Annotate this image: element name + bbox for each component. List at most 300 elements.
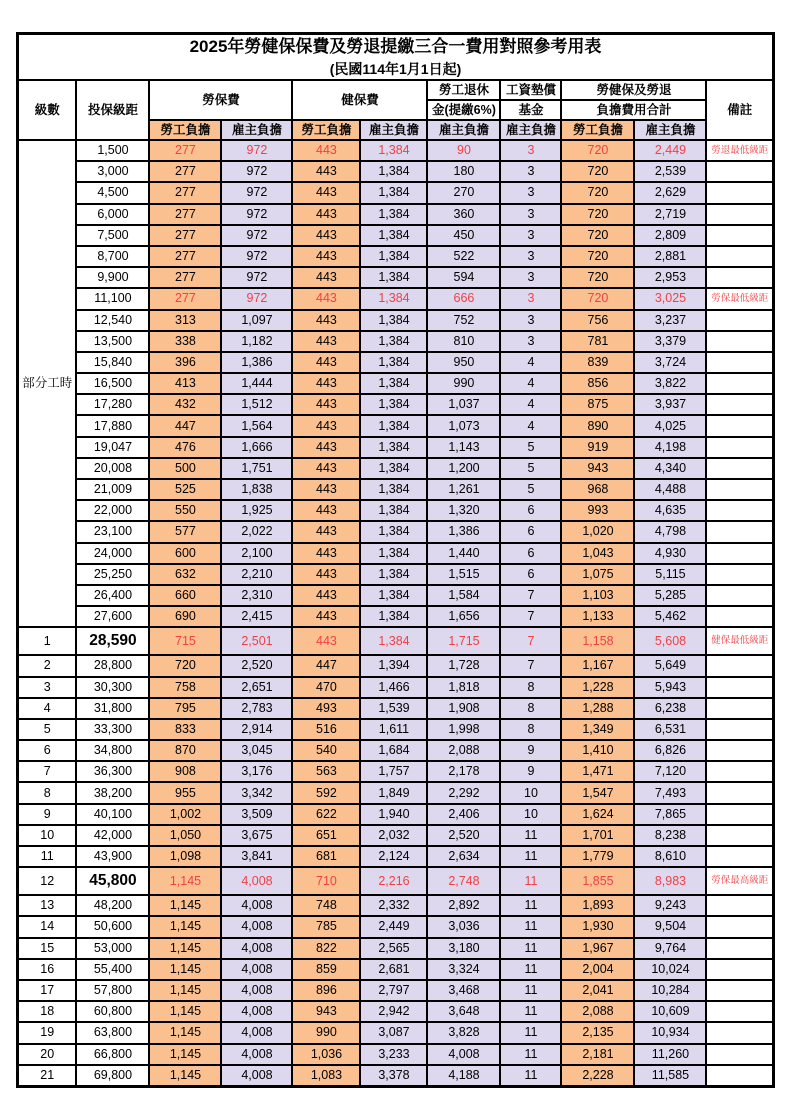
cell-labor-employer: 972 (221, 267, 292, 288)
subheader-health-employer: 雇主負擔 (360, 120, 427, 140)
cell-total-employee: 720 (561, 161, 634, 182)
cell-labor-employer: 972 (221, 204, 292, 225)
table-row (17, 719, 773, 740)
cell-labor-employee: 660 (149, 585, 221, 606)
table-row (17, 437, 773, 458)
cell-remark (706, 415, 773, 436)
cell-health-employee: 681 (292, 846, 360, 867)
cell-health-employer: 1,384 (360, 246, 427, 267)
cell-wage-fund-employer: 7 (500, 606, 561, 627)
cell-labor-employer: 1,751 (221, 458, 292, 479)
title-row (17, 34, 773, 81)
cell-labor-employee: 833 (149, 719, 221, 740)
cell-health-employer: 2,942 (360, 1001, 427, 1022)
subheader-health-employee: 勞工負擔 (292, 120, 360, 140)
cell-total-employer: 2,881 (634, 246, 706, 267)
cell-remark (706, 500, 773, 521)
cell-wage-fund-employer: 6 (500, 564, 561, 585)
table-row (17, 161, 773, 182)
cell-total-employee: 781 (561, 331, 634, 352)
cell-total-employer: 8,983 (634, 867, 706, 895)
cell-labor-employer: 2,501 (221, 627, 292, 655)
cell-level: 21 (17, 1065, 76, 1087)
table-row (17, 331, 773, 352)
cell-labor-employee: 720 (149, 655, 221, 676)
col-header-bracket: 投保級距 (76, 80, 149, 140)
cell-health-employer: 2,032 (360, 825, 427, 846)
cell-labor-employee: 277 (149, 182, 221, 203)
cell-labor-employee: 396 (149, 352, 221, 373)
cell-total-employee: 720 (561, 267, 634, 288)
cell-remark (706, 916, 773, 937)
cell-wage-fund-employer: 5 (500, 479, 561, 500)
cell-total-employer: 3,025 (634, 288, 706, 309)
cell-health-employee: 990 (292, 1022, 360, 1043)
cell-health-employee: 443 (292, 373, 360, 394)
cell-labor-employee: 338 (149, 331, 221, 352)
cell-labor-employer: 2,651 (221, 677, 292, 698)
cell-remark (706, 394, 773, 415)
cell-total-employee: 1,410 (561, 740, 634, 761)
cell-labor-employee: 1,145 (149, 895, 221, 916)
cell-total-employee: 2,228 (561, 1065, 634, 1087)
cell-labor-employee: 870 (149, 740, 221, 761)
col-header-pension-line2: 金(提繳6%) (427, 100, 500, 120)
cell-level: 2 (17, 655, 76, 676)
cell-health-employee: 443 (292, 331, 360, 352)
cell-level: 11 (17, 846, 76, 867)
cell-wage-fund-employer: 11 (500, 1022, 561, 1043)
cell-bracket: 33,300 (76, 719, 149, 740)
cell-total-employee: 1,167 (561, 655, 634, 676)
table-row (17, 204, 773, 225)
cell-pension-employer: 3,468 (427, 980, 500, 1001)
col-header-wage-fund-line2: 基金 (500, 100, 561, 120)
cell-health-employer: 1,940 (360, 804, 427, 825)
cell-labor-employer: 972 (221, 246, 292, 267)
cell-remark (706, 310, 773, 331)
cell-health-employee: 443 (292, 394, 360, 415)
cell-level: 16 (17, 959, 76, 980)
cell-remark (706, 246, 773, 267)
cell-labor-employee: 908 (149, 761, 221, 782)
cell-labor-employee: 277 (149, 246, 221, 267)
table-row (17, 267, 773, 288)
cell-wage-fund-employer: 11 (500, 1001, 561, 1022)
cell-labor-employee: 277 (149, 204, 221, 225)
cell-pension-employer: 522 (427, 246, 500, 267)
cell-labor-employee: 1,002 (149, 804, 221, 825)
cell-wage-fund-employer: 4 (500, 352, 561, 373)
cell-bracket: 16,500 (76, 373, 149, 394)
fee-reference-table (16, 32, 775, 1088)
cell-pension-employer: 3,648 (427, 1001, 500, 1022)
cell-health-employer: 1,384 (360, 267, 427, 288)
table-row (17, 938, 773, 959)
cell-health-employee: 1,083 (292, 1065, 360, 1087)
cell-labor-employee: 432 (149, 394, 221, 415)
subheader-labor-employee: 勞工負擔 (149, 120, 221, 140)
cell-labor-employee: 1,050 (149, 825, 221, 846)
table-row (17, 846, 773, 867)
cell-health-employee: 443 (292, 352, 360, 373)
cell-total-employer: 6,238 (634, 698, 706, 719)
cell-bracket: 1,500 (76, 140, 149, 161)
cell-wage-fund-employer: 4 (500, 373, 561, 394)
cell-health-employer: 3,378 (360, 1065, 427, 1087)
cell-labor-employer: 2,210 (221, 564, 292, 585)
table-row (17, 585, 773, 606)
cell-wage-fund-employer: 7 (500, 655, 561, 676)
cell-health-employer: 1,384 (360, 521, 427, 542)
cell-labor-employer: 1,838 (221, 479, 292, 500)
cell-labor-employer: 3,342 (221, 782, 292, 803)
cell-bracket: 17,880 (76, 415, 149, 436)
cell-pension-employer: 594 (427, 267, 500, 288)
cell-bracket: 25,250 (76, 564, 149, 585)
cell-health-employer: 1,611 (360, 719, 427, 740)
cell-bracket: 69,800 (76, 1065, 149, 1087)
cell-wage-fund-employer: 6 (500, 500, 561, 521)
cell-labor-employer: 2,783 (221, 698, 292, 719)
cell-bracket: 53,000 (76, 938, 149, 959)
cell-pension-employer: 1,143 (427, 437, 500, 458)
cell-total-employer: 3,937 (634, 394, 706, 415)
cell-total-employee: 919 (561, 437, 634, 458)
cell-total-employer: 2,539 (634, 161, 706, 182)
cell-total-employer: 6,531 (634, 719, 706, 740)
cell-labor-employer: 3,509 (221, 804, 292, 825)
subheader-total-employer: 雇主負擔 (634, 120, 706, 140)
cell-total-employer: 8,238 (634, 825, 706, 846)
table-row (17, 825, 773, 846)
cell-health-employee: 443 (292, 500, 360, 521)
cell-total-employer: 4,798 (634, 521, 706, 542)
cell-pension-employer: 752 (427, 310, 500, 331)
page-title: 2025年勞健保保費及勞退提繳三合一費用對照參考用表 (189, 37, 602, 56)
cell-total-employee: 875 (561, 394, 634, 415)
cell-health-employee: 443 (292, 437, 360, 458)
cell-total-employee: 720 (561, 182, 634, 203)
cell-bracket: 66,800 (76, 1044, 149, 1065)
cell-bracket: 22,000 (76, 500, 149, 521)
table-row (17, 1022, 773, 1043)
cell-health-employee: 443 (292, 267, 360, 288)
cell-labor-employee: 1,145 (149, 1022, 221, 1043)
cell-remark (706, 479, 773, 500)
cell-pension-employer: 270 (427, 182, 500, 203)
table-row (17, 415, 773, 436)
cell-wage-fund-employer: 7 (500, 585, 561, 606)
cell-health-employee: 516 (292, 719, 360, 740)
cell-health-employer: 1,384 (360, 479, 427, 500)
cell-wage-fund-employer: 3 (500, 225, 561, 246)
cell-health-employer: 1,384 (360, 352, 427, 373)
cell-total-employee: 1,043 (561, 543, 634, 564)
cell-pension-employer: 360 (427, 204, 500, 225)
cell-remark (706, 373, 773, 394)
cell-total-employee: 839 (561, 352, 634, 373)
cell-wage-fund-employer: 4 (500, 415, 561, 436)
cell-health-employee: 748 (292, 895, 360, 916)
cell-health-employer: 2,681 (360, 959, 427, 980)
cell-pension-employer: 3,036 (427, 916, 500, 937)
col-header-labor-fee: 勞保費 (149, 80, 292, 120)
cell-level: 15 (17, 938, 76, 959)
cell-total-employee: 2,135 (561, 1022, 634, 1043)
cell-labor-employee: 1,098 (149, 846, 221, 867)
cell-level: 4 (17, 698, 76, 719)
cell-remark: 健保最低級距 (706, 627, 773, 655)
cell-total-employee: 756 (561, 310, 634, 331)
cell-bracket: 60,800 (76, 1001, 149, 1022)
cell-total-employee: 1,930 (561, 916, 634, 937)
cell-health-employer: 1,384 (360, 288, 427, 309)
cell-labor-employee: 313 (149, 310, 221, 331)
cell-health-employee: 443 (292, 288, 360, 309)
cell-health-employee: 563 (292, 761, 360, 782)
cell-total-employer: 5,608 (634, 627, 706, 655)
cell-labor-employee: 413 (149, 373, 221, 394)
cell-pension-employer: 1,515 (427, 564, 500, 585)
table-row (17, 627, 773, 655)
cell-bracket: 24,000 (76, 543, 149, 564)
cell-labor-employer: 4,008 (221, 867, 292, 895)
table-row (17, 521, 773, 542)
cell-health-employee: 443 (292, 606, 360, 627)
cell-total-employer: 5,285 (634, 585, 706, 606)
cell-labor-employee: 1,145 (149, 938, 221, 959)
cell-labor-employee: 277 (149, 288, 221, 309)
cell-level: 8 (17, 782, 76, 803)
cell-health-employer: 1,384 (360, 161, 427, 182)
cell-remark (706, 1001, 773, 1022)
cell-remark (706, 804, 773, 825)
cell-remark (706, 458, 773, 479)
subheader-pension-employer: 雇主負擔 (427, 120, 500, 140)
cell-wage-fund-employer: 11 (500, 938, 561, 959)
table-row (17, 606, 773, 627)
cell-health-employee: 540 (292, 740, 360, 761)
cell-total-employer: 7,865 (634, 804, 706, 825)
col-header-total-line2: 負擔費用合計 (561, 100, 706, 120)
cell-total-employer: 2,719 (634, 204, 706, 225)
cell-labor-employee: 1,145 (149, 1001, 221, 1022)
cell-total-employer: 3,724 (634, 352, 706, 373)
cell-labor-employer: 2,022 (221, 521, 292, 542)
cell-bracket: 20,008 (76, 458, 149, 479)
cell-total-employee: 1,075 (561, 564, 634, 585)
cell-wage-fund-employer: 8 (500, 698, 561, 719)
cell-total-employer: 3,379 (634, 331, 706, 352)
cell-labor-employee: 277 (149, 267, 221, 288)
cell-pension-employer: 180 (427, 161, 500, 182)
cell-labor-employer: 1,182 (221, 331, 292, 352)
cell-remark (706, 677, 773, 698)
cell-bracket: 19,047 (76, 437, 149, 458)
cell-remark (706, 182, 773, 203)
cell-bracket: 48,200 (76, 895, 149, 916)
cell-bracket: 50,600 (76, 916, 149, 937)
cell-health-employee: 822 (292, 938, 360, 959)
cell-total-employer: 9,764 (634, 938, 706, 959)
col-header-wage-fund-line1: 工資墊償 (500, 80, 561, 100)
cell-health-employer: 1,849 (360, 782, 427, 803)
cell-pension-employer: 450 (427, 225, 500, 246)
cell-wage-fund-employer: 11 (500, 825, 561, 846)
cell-wage-fund-employer: 4 (500, 394, 561, 415)
cell-labor-employer: 972 (221, 140, 292, 161)
cell-health-employee: 443 (292, 543, 360, 564)
cell-level: 1 (17, 627, 76, 655)
table-row (17, 655, 773, 676)
cell-remark (706, 980, 773, 1001)
cell-pension-employer: 3,828 (427, 1022, 500, 1043)
table-row (17, 782, 773, 803)
table-row (17, 288, 773, 309)
cell-labor-employer: 972 (221, 182, 292, 203)
cell-pension-employer: 4,008 (427, 1044, 500, 1065)
cell-total-employer: 5,943 (634, 677, 706, 698)
cell-total-employee: 1,855 (561, 867, 634, 895)
cell-total-employer: 2,449 (634, 140, 706, 161)
cell-bracket: 9,900 (76, 267, 149, 288)
cell-level: 3 (17, 677, 76, 698)
cell-wage-fund-employer: 11 (500, 959, 561, 980)
cell-remark (706, 1065, 773, 1087)
cell-health-employee: 859 (292, 959, 360, 980)
cell-total-employer: 4,488 (634, 479, 706, 500)
cell-labor-employer: 2,415 (221, 606, 292, 627)
cell-bracket: 6,000 (76, 204, 149, 225)
cell-labor-employee: 715 (149, 627, 221, 655)
cell-level: 18 (17, 1001, 76, 1022)
cell-health-employer: 1,384 (360, 437, 427, 458)
cell-remark (706, 761, 773, 782)
cell-labor-employer: 4,008 (221, 938, 292, 959)
cell-wage-fund-employer: 11 (500, 1065, 561, 1087)
cell-total-employer: 2,629 (634, 182, 706, 203)
cell-health-employer: 2,332 (360, 895, 427, 916)
cell-pension-employer: 990 (427, 373, 500, 394)
table-row (17, 1044, 773, 1065)
cell-health-employee: 443 (292, 246, 360, 267)
cell-bracket: 31,800 (76, 698, 149, 719)
cell-labor-employer: 3,841 (221, 846, 292, 867)
cell-health-employer: 2,216 (360, 867, 427, 895)
cell-health-employer: 1,384 (360, 394, 427, 415)
table-row (17, 140, 773, 161)
cell-labor-employee: 577 (149, 521, 221, 542)
cell-health-employer: 1,384 (360, 373, 427, 394)
cell-pension-employer: 2,292 (427, 782, 500, 803)
cell-labor-employer: 972 (221, 225, 292, 246)
cell-total-employer: 4,635 (634, 500, 706, 521)
cell-total-employer: 7,493 (634, 782, 706, 803)
cell-health-employee: 443 (292, 182, 360, 203)
cell-health-employee: 943 (292, 1001, 360, 1022)
cell-wage-fund-employer: 6 (500, 521, 561, 542)
cell-remark (706, 331, 773, 352)
cell-total-employer: 8,610 (634, 846, 706, 867)
cell-total-employer: 9,504 (634, 916, 706, 937)
cell-pension-employer: 2,892 (427, 895, 500, 916)
cell-remark (706, 698, 773, 719)
cell-health-employer: 1,384 (360, 585, 427, 606)
cell-remark (706, 352, 773, 373)
cell-wage-fund-employer: 6 (500, 543, 561, 564)
cell-health-employee: 443 (292, 521, 360, 542)
cell-total-employer: 4,198 (634, 437, 706, 458)
cell-pension-employer: 1,073 (427, 415, 500, 436)
cell-wage-fund-employer: 3 (500, 161, 561, 182)
table-row (17, 895, 773, 916)
cell-labor-employer: 4,008 (221, 1065, 292, 1087)
cell-pension-employer: 1,656 (427, 606, 500, 627)
cell-health-employer: 1,384 (360, 627, 427, 655)
cell-total-employer: 5,462 (634, 606, 706, 627)
cell-bracket: 26,400 (76, 585, 149, 606)
subheader-total-employee: 勞工負擔 (561, 120, 634, 140)
cell-total-employee: 1,228 (561, 677, 634, 698)
cell-labor-employee: 1,145 (149, 980, 221, 1001)
cell-level-part-time: 部分工時 (17, 140, 76, 627)
cell-level: 7 (17, 761, 76, 782)
cell-bracket: 57,800 (76, 980, 149, 1001)
cell-total-employee: 1,020 (561, 521, 634, 542)
cell-total-employee: 968 (561, 479, 634, 500)
cell-health-employee: 592 (292, 782, 360, 803)
cell-total-employee: 720 (561, 204, 634, 225)
cell-health-employer: 1,384 (360, 500, 427, 521)
cell-total-employer: 5,649 (634, 655, 706, 676)
cell-bracket: 15,840 (76, 352, 149, 373)
col-header-total-line1: 勞健保及勞退 (561, 80, 706, 100)
cell-labor-employer: 3,675 (221, 825, 292, 846)
cell-wage-fund-employer: 3 (500, 267, 561, 288)
cell-health-employer: 1,539 (360, 698, 427, 719)
cell-bracket: 43,900 (76, 846, 149, 867)
cell-total-employee: 1,288 (561, 698, 634, 719)
cell-total-employer: 11,585 (634, 1065, 706, 1087)
cell-labor-employer: 1,386 (221, 352, 292, 373)
cell-remark (706, 1022, 773, 1043)
cell-labor-employer: 4,008 (221, 959, 292, 980)
cell-level: 20 (17, 1044, 76, 1065)
table-row (17, 182, 773, 203)
cell-remark (706, 825, 773, 846)
cell-pension-employer: 2,634 (427, 846, 500, 867)
cell-wage-fund-employer: 3 (500, 204, 561, 225)
cell-total-employee: 2,088 (561, 1001, 634, 1022)
cell-labor-employee: 476 (149, 437, 221, 458)
cell-labor-employer: 1,512 (221, 394, 292, 415)
cell-bracket: 3,000 (76, 161, 149, 182)
cell-labor-employee: 277 (149, 140, 221, 161)
cell-health-employer: 1,384 (360, 564, 427, 585)
header-row-1 (17, 80, 773, 100)
cell-bracket: 36,300 (76, 761, 149, 782)
cell-pension-employer: 1,728 (427, 655, 500, 676)
cell-level: 5 (17, 719, 76, 740)
cell-health-employee: 1,036 (292, 1044, 360, 1065)
cell-pension-employer: 2,748 (427, 867, 500, 895)
cell-remark (706, 564, 773, 585)
cell-health-employer: 2,797 (360, 980, 427, 1001)
cell-bracket: 63,800 (76, 1022, 149, 1043)
cell-health-employee: 447 (292, 655, 360, 676)
cell-bracket: 42,000 (76, 825, 149, 846)
